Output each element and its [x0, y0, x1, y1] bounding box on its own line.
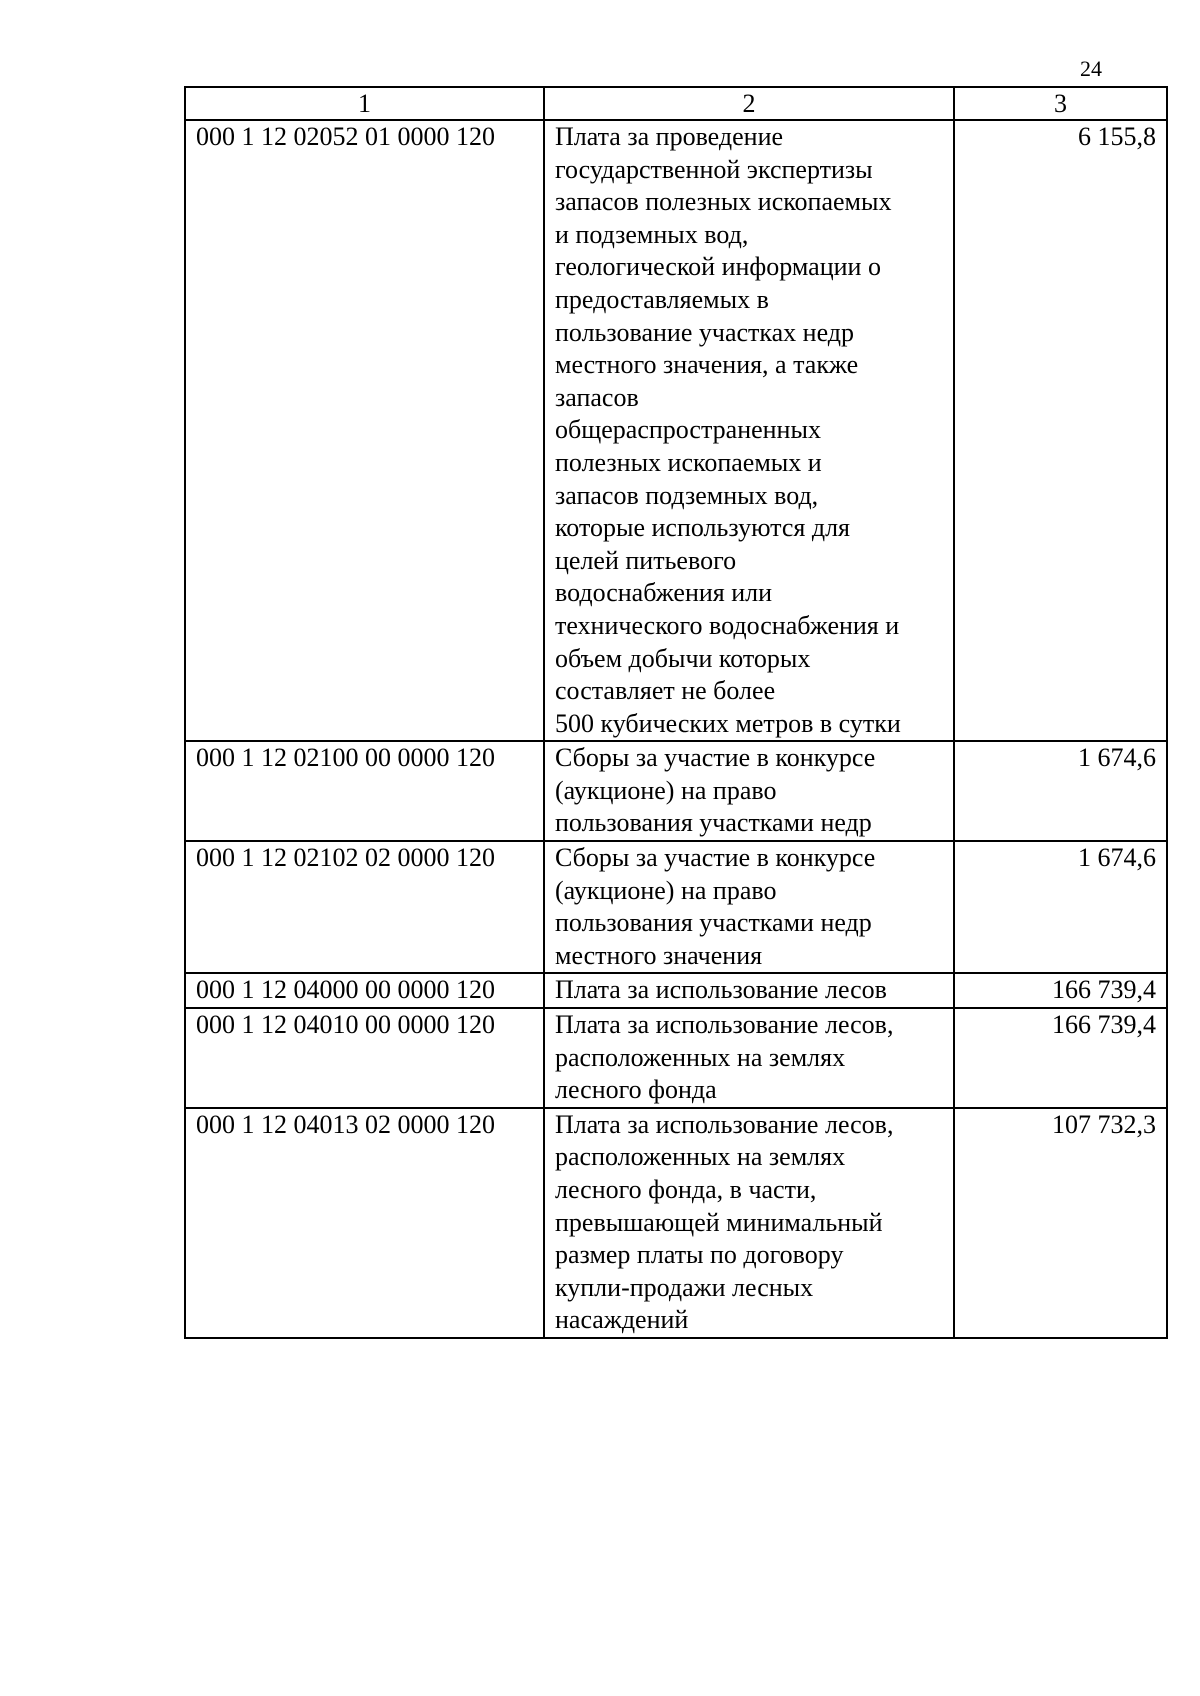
income-name-line: и подземных вод,: [555, 219, 749, 249]
amount-cell: 1 674,6: [954, 841, 1167, 973]
table-body: [185, 120, 1167, 1338]
income-name-line: (аукционе) на право: [555, 875, 777, 905]
table-row: [185, 973, 1167, 1008]
income-name-cell: [544, 973, 954, 1008]
income-name-line: пользование участках недр: [555, 317, 854, 347]
income-name-line: которые используются для: [555, 513, 851, 543]
income-name-line: составляет не более: [555, 676, 776, 706]
income-name-line: пользования участками недр: [555, 808, 872, 838]
budget-code-cell: 000 1 12 02100 00 0000 120: [185, 741, 544, 841]
budget-code-cell: 000 1 12 02052 01 0000 120: [185, 120, 544, 741]
income-name-line: Сборы за участие в конкурсе: [555, 843, 876, 873]
income-name-line: целей питьевого: [555, 545, 737, 575]
income-name-cell: [544, 841, 954, 973]
income-name-line: насаждений: [555, 1305, 689, 1335]
income-name-line: государственной экспертизы: [555, 154, 873, 184]
amount-cell: 107 732,3: [954, 1108, 1167, 1338]
income-name-cell: [544, 120, 954, 741]
income-name-line: расположенных на землях: [555, 1042, 846, 1072]
income-name-line: Плата за использование лесов: [555, 975, 887, 1005]
income-name-line: общераспространенных: [555, 415, 821, 445]
income-name-cell: [544, 1008, 954, 1108]
amount-cell: 166 739,4: [954, 1008, 1167, 1108]
income-name-line: превышающей минимальный: [555, 1207, 883, 1237]
income-name-line: купли-продажи лесных: [555, 1272, 814, 1302]
income-name-line: водоснабжения или: [555, 578, 773, 608]
income-name-line: Плата за использование лесов,: [555, 1109, 894, 1139]
income-name-line: Плата за проведение: [555, 122, 784, 151]
income-name-line: запасов подземных вод,: [555, 480, 819, 510]
income-name-cell: [544, 741, 954, 841]
header-row: [185, 87, 1167, 120]
income-name-line: лесного фонда, в части,: [555, 1175, 817, 1204]
income-name-line: запасов: [555, 382, 639, 412]
income-name-line: пользования участками недр: [555, 908, 872, 938]
amount-cell: 6 155,8: [954, 120, 1167, 741]
income-name-line: технического водоснабжения и: [555, 610, 900, 640]
amount-cell: 166 739,4: [954, 973, 1167, 1008]
income-name-line: (аукционе) на право: [555, 775, 777, 805]
income-name-line: Плата за использование лесов,: [555, 1010, 894, 1040]
column-header-name: 2: [544, 87, 954, 120]
income-name-line: местного значения: [555, 940, 763, 970]
budget-code-cell: 000 1 12 04000 00 0000 120: [185, 973, 544, 1008]
income-name-line: полезных ископаемых и: [555, 447, 822, 477]
budget-code-cell: 000 1 12 04013 02 0000 120: [185, 1108, 544, 1338]
table-row: [185, 741, 1167, 841]
table-row: [185, 120, 1167, 741]
income-name-line: лесного фонда: [555, 1075, 717, 1105]
budget-income-table: [184, 86, 1168, 1339]
column-header-amount: 3: [954, 87, 1167, 120]
table-row: [185, 1008, 1167, 1108]
amount-cell: 1 674,6: [954, 741, 1167, 841]
table-row: [185, 841, 1167, 973]
income-name-line: Сборы за участие в конкурсе: [555, 743, 876, 773]
income-name-line: размер платы по договору: [555, 1240, 844, 1270]
income-name-line: 500 кубических метров в сутки: [555, 708, 901, 738]
income-name-line: предоставляемых в: [555, 284, 769, 314]
income-name-line: расположенных на землях: [555, 1142, 846, 1172]
column-header-code: 1: [185, 87, 544, 120]
budget-code-cell: 000 1 12 02102 02 0000 120: [185, 841, 544, 973]
table-row: [185, 1108, 1167, 1338]
income-name-line: запасов полезных ископаемых: [555, 187, 892, 217]
income-name-line: объем добычи которых: [555, 643, 811, 673]
budget-code-cell: 000 1 12 04010 00 0000 120: [185, 1008, 544, 1108]
page-number: 24: [1080, 56, 1102, 81]
income-name-cell: [544, 1108, 954, 1338]
income-name-line: геологической информации о: [555, 252, 881, 282]
income-name-line: местного значения, а также: [555, 350, 859, 380]
